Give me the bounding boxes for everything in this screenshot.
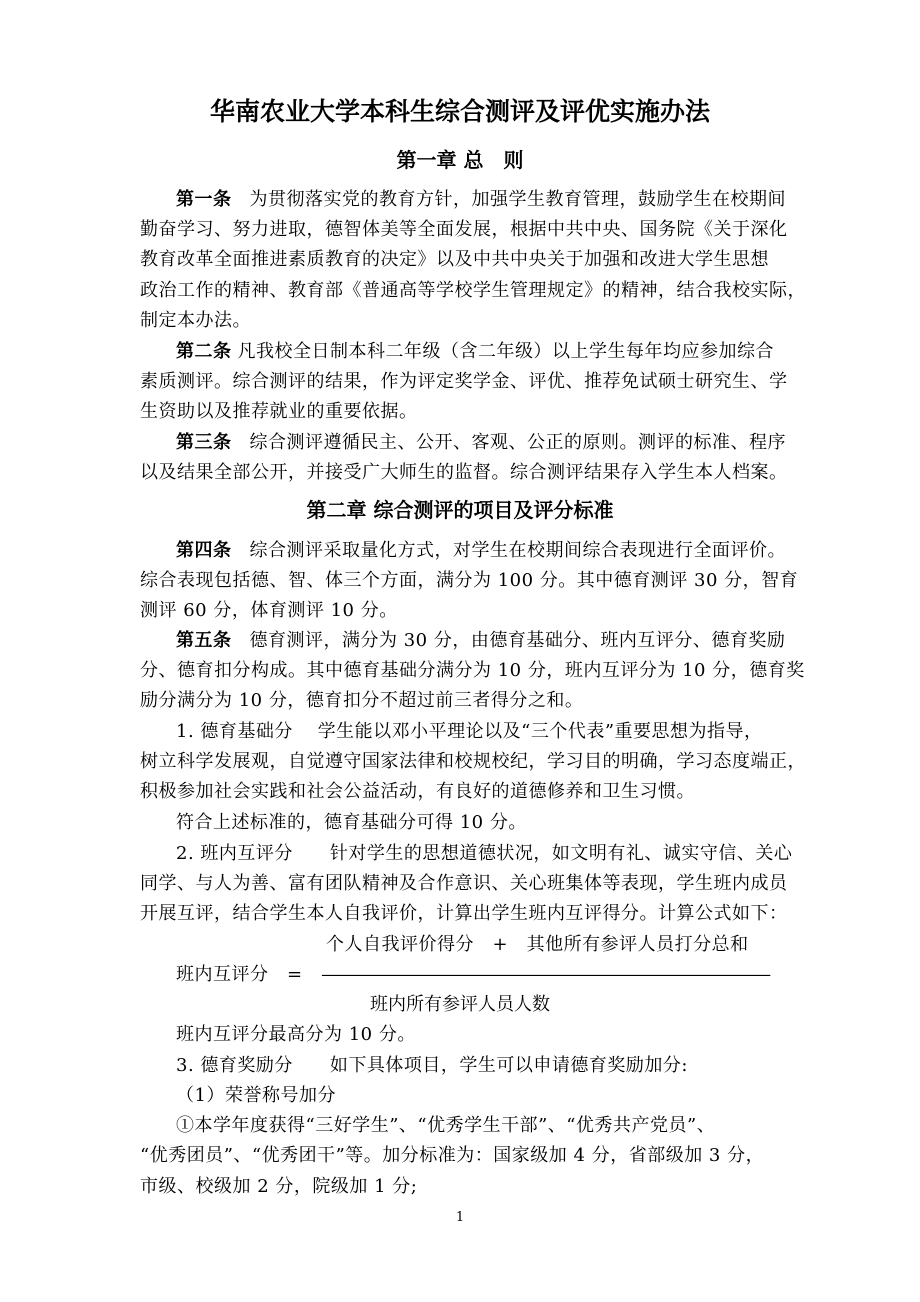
item-2-max-note: 班内互评分最高分为 10 分。: [176, 1024, 416, 1045]
sub-item-1-line-1: ①本学年度获得“三好学生”、“优秀学生干部”、“优秀共产党员”、: [176, 1115, 716, 1136]
chapter-1-heading: 第一章 总 则: [396, 148, 524, 172]
article-3-line-2: 以及结果全部公开，并接受广大师生的监督。综合测评结果存入学生本人档案。: [140, 462, 788, 483]
article-1-line-2: 勤奋学习、努力进取，德智体美等全面发展，根据中共中央、国务院《关于深化: [140, 219, 788, 240]
formula-numerator: 个人自我评价得分 + 其他所有参评人员打分总和: [326, 934, 749, 955]
article-1-text: 为贯彻落实党的教育方针，加强学生教育管理，鼓励学生在校期间: [249, 189, 786, 210]
formula-lhs: 班内互评分 =: [176, 964, 322, 985]
article-5-label: 第五条: [176, 630, 232, 651]
article-5-line-2: 分、德育扣分构成。其中德育基础分满分为 10 分，班内互评分为 10 分，德育奖: [140, 660, 805, 681]
article-1-line-5: 制定本办法。: [140, 310, 251, 331]
article-4-text: 综合测评采取量化方式，对学生在校期间综合表现进行全面评价。: [249, 540, 786, 561]
article-2-line-3: 生资助以及推荐就业的重要依据。: [140, 401, 418, 422]
article-4-line-3: 测评 60 分，体育测评 10 分。: [140, 600, 398, 621]
article-2-text: 凡我校全日制本科二年级（含二年级）以上学生每年均应参加综合: [237, 341, 774, 362]
article-5-text: 德育测评，满分为 30 分，由德育基础分、班内互评分、德育奖励: [249, 630, 786, 651]
article-1-line-3: 教育改革全面推进素质教育的决定》以及中共中央关于加强和改进大学生思想: [140, 249, 769, 270]
item-1-line-3: 积极参加社会实践和社会公益活动，有良好的道德修养和卫生习惯。: [140, 781, 695, 802]
item-1-line-1: 1. 德育基础分 学生能以邓小平理论以及“三个代表”重要思想为指导，: [176, 721, 763, 742]
item-1-line-2: 树立科学发展观，自觉遵守国家法律和校规校纪，学习目的明确，学习态度端正，: [140, 751, 806, 772]
article-1-line-1: [176, 188, 786, 212]
document-title: 华南农业大学本科生综合测评及评优实施办法: [209, 97, 710, 126]
article-4-label: 第四条: [176, 540, 232, 561]
article-2-line-2: 素质测评。综合测评的结果，作为评定奖学金、评优、推荐免试硕士研究生、学: [140, 371, 788, 392]
formula-denominator: 班内所有参评人员人数: [370, 994, 550, 1015]
sub-item-1-heading: （1）荣誉称号加分: [176, 1085, 336, 1106]
article-2-label: 第二条: [176, 341, 232, 362]
article-2-line-1: [176, 340, 780, 364]
article-4-line-1: [176, 539, 786, 563]
page-number: 1: [455, 1210, 465, 1225]
item-1-note: 符合上述标准的，德育基础分可得 10 分。: [176, 812, 527, 833]
article-1-label: 第一条: [176, 189, 232, 210]
article-5-line-1: [176, 629, 786, 653]
formula-main-line: [176, 963, 780, 987]
item-2-line-3: 开展互评，结合学生本人自我评价，计算出学生班内互评得分。计算公式如下：: [140, 903, 788, 924]
article-3-line-1: [176, 431, 786, 455]
item-2-line-2: 同学、与人为善、富有团队精神及合作意识、关心班集体等表现，学生班内成员: [140, 873, 788, 894]
article-5-line-3: 励分满分为 10 分，德育扣分不超过前三者得分之和。: [140, 690, 584, 711]
formula-fraction-bar: ————————————————————————————: [321, 964, 770, 985]
article-4-line-2: 综合表现包括德、智、体三个方面，满分为 100 分。其中德育测评 30 分，智育: [140, 570, 799, 591]
sub-item-1-line-2: “优秀团员”、“优秀团干”等。加分标准为：国家级加 4 分，省部级加 3 分，: [140, 1145, 765, 1166]
article-3-text: 综合测评遵循民主、公开、客观、公正的原则。测评的标准、程序: [249, 432, 786, 453]
item-3-line: 3. 德育奖励分 如下具体项目，学生可以申请德育奖励加分:: [176, 1055, 688, 1076]
article-1-line-4: 政治工作的精神、教育部《普通高等学校学生管理规定》的精神，结合我校实际，: [140, 280, 806, 301]
item-2-line-1: 2. 班内互评分 针对学生的思想道德状况，如文明有礼、诚实守信、关心: [176, 843, 793, 864]
chapter-2-heading: 第二章 综合测评的项目及评分标准: [306, 498, 614, 522]
article-3-label: 第三条: [176, 432, 232, 453]
sub-item-1-line-3: 市级、校级加 2 分，院级加 1 分;: [140, 1176, 418, 1197]
